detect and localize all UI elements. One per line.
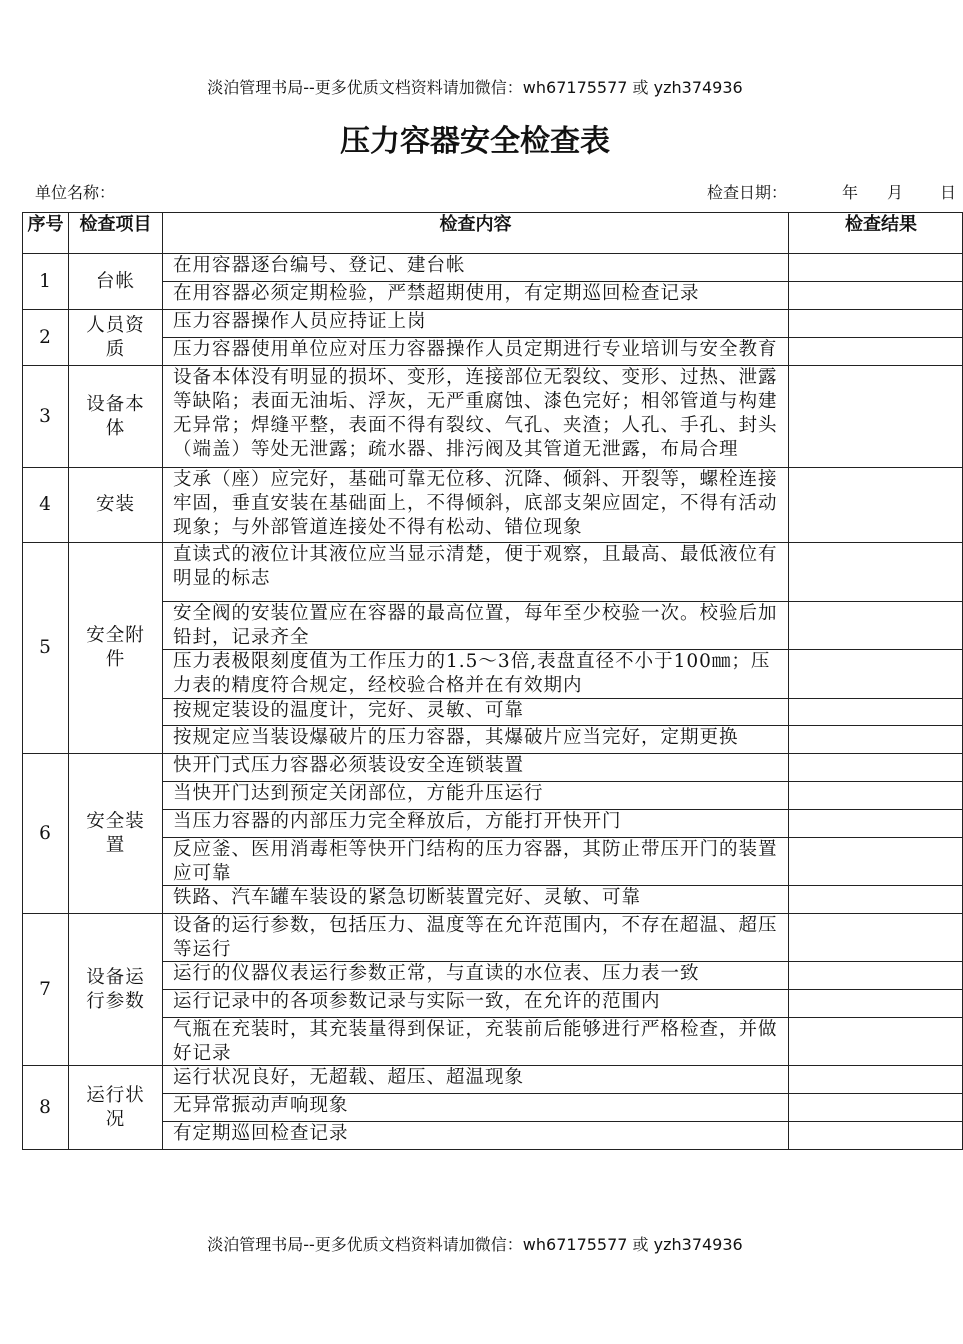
table-row	[23, 282, 963, 310]
check-content: 当压力容器的内部压力完全释放后，方能打开快开门	[173, 811, 622, 832]
check-content: 在用容器必须定期检验，严禁超期使用，有定期巡回检查记录	[173, 283, 700, 304]
seq-number: 1	[39, 270, 52, 292]
content-cell	[163, 338, 789, 366]
table-row	[23, 366, 963, 468]
unit-name-label: 单位名称：	[35, 183, 116, 202]
check-content: 支承（座）应完好，基础可靠无位移、沉降、倾斜、开裂等，螺栓连接牢固，垂直安装在基础面上，不得倾斜，底部支架应固定，不得有活动现象；与外部管道连接处不得有松动、错位现象	[173, 469, 778, 538]
table-row	[23, 914, 963, 962]
check-content: 设备本体没有明显的损坏、变形，连接部位无裂纹、变形、过热、泄露等缺陷；表面无油垢、浮灰，无严重腐蚀、漆色完好；相邻管道与构建无异常；焊缝平整，表面不得有裂纹、气孔、夹渣；人孔、手孔、封头（端盖）等处无泄露；疏水器、排污阀及其管道无泄露，布局合理	[173, 367, 778, 460]
result-cell[interactable]	[789, 1018, 963, 1066]
table-row	[23, 310, 963, 338]
seq-number: 7	[39, 978, 52, 1000]
check-item: 台帐	[95, 270, 135, 292]
seq-cell	[23, 468, 69, 543]
result-cell[interactable]	[789, 886, 963, 914]
watermark-header: 淡泊管理书局--更多优质文档资料请加微信：wh67175577 或 yzh374936	[207, 78, 743, 97]
content-cell	[163, 366, 789, 468]
check-content: 按规定装设的温度计，完好、灵敏、可靠	[173, 700, 525, 721]
content-cell	[163, 810, 789, 838]
table-row	[23, 1066, 963, 1094]
content-cell	[163, 254, 789, 282]
header-result: 检查结果	[789, 213, 963, 254]
check-content: 当快开门达到预定关闭部位，方能升压运行	[173, 783, 544, 804]
content-cell	[163, 838, 789, 886]
seq-cell	[23, 254, 69, 310]
table-row	[23, 990, 963, 1018]
result-cell[interactable]	[789, 254, 963, 282]
check-content: 无异常振动声响现象	[173, 1095, 349, 1116]
result-cell[interactable]	[789, 543, 963, 602]
table-row	[23, 338, 963, 366]
check-content: 设备的运行参数，包括压力、温度等在允许范围内，不存在超温、超压等运行	[173, 915, 778, 960]
seq-cell	[23, 754, 69, 914]
seq-cell	[23, 1066, 69, 1150]
table-row	[23, 602, 963, 650]
table-row	[23, 962, 963, 990]
check-item: 安全附件	[86, 625, 145, 670]
check-content: 运行记录中的各项参数记录与实际一致，在允许的范围内	[173, 991, 661, 1012]
header-seq: 序号	[23, 213, 69, 254]
seq-number: 2	[39, 326, 52, 348]
check-item: 安全装置	[86, 810, 145, 856]
seq-cell	[23, 310, 69, 366]
seq-number: 4	[39, 494, 52, 515]
date-day: 日	[940, 183, 957, 202]
content-cell	[163, 310, 789, 338]
content-cell	[163, 782, 789, 810]
check-item: 安装	[95, 494, 135, 515]
check-item: 运行状况	[86, 1084, 145, 1130]
check-content: 按规定应当装设爆破片的压力容器，其爆破片应当完好，定期更换	[173, 727, 739, 748]
check-content: 有定期巡回检查记录	[173, 1123, 349, 1144]
table-row	[23, 468, 963, 543]
table-row	[23, 754, 963, 782]
result-cell[interactable]	[789, 699, 963, 726]
result-cell[interactable]	[789, 726, 963, 754]
item-cell	[69, 914, 163, 1066]
result-cell[interactable]	[789, 914, 963, 962]
seq-cell	[23, 914, 69, 1066]
content-cell	[163, 1094, 789, 1122]
seq-cell	[23, 543, 69, 754]
result-cell[interactable]	[789, 650, 963, 699]
content-cell	[163, 282, 789, 310]
content-cell	[163, 886, 789, 914]
check-content: 压力容器使用单位应对压力容器操作人员定期进行专业培训与安全教育	[173, 339, 778, 360]
item-cell	[69, 1066, 163, 1150]
table-row	[23, 1018, 963, 1066]
check-item: 设备运行参数	[86, 966, 145, 1012]
check-content: 反应釜、医用消毒柜等快开门结构的压力容器，其防止带压开门的装置应可靠	[173, 839, 778, 884]
date-year: 年	[842, 183, 859, 202]
content-cell	[163, 962, 789, 990]
table-row	[23, 1094, 963, 1122]
result-cell[interactable]	[789, 338, 963, 366]
table-row	[23, 254, 963, 282]
check-item: 设备本体	[86, 393, 145, 439]
result-cell[interactable]	[789, 1122, 963, 1150]
check-content: 气瓶在充装时，其充装量得到保证，充装前后能够进行严格检查，并做好记录	[173, 1019, 778, 1064]
content-cell	[163, 754, 789, 782]
item-cell	[69, 543, 163, 754]
check-content: 运行状况良好，无超载、超压、超温现象	[173, 1067, 525, 1088]
header-item: 检查项目	[69, 213, 163, 254]
item-cell	[69, 310, 163, 366]
page-title: 压力容器安全检查表	[340, 124, 610, 159]
result-cell[interactable]	[789, 468, 963, 543]
result-cell[interactable]	[789, 602, 963, 650]
check-content: 直读式的液位计其液位应当显示清楚，便于观察，且最高、最低液位有明显的标志	[173, 544, 778, 589]
table-row	[23, 810, 963, 838]
table-row	[23, 543, 963, 602]
item-cell	[69, 366, 163, 468]
content-cell	[163, 1018, 789, 1066]
check-content: 压力表极限刻度值为工作压力的1.5～3倍,表盘直径不小于100㎜；压力表的精度符合规定，经校验合格并在有效期内	[173, 651, 771, 696]
result-cell[interactable]	[789, 810, 963, 838]
result-cell[interactable]	[789, 366, 963, 468]
table-row	[23, 782, 963, 810]
table-row	[23, 838, 963, 886]
check-date-label: 检查日期：	[707, 183, 788, 202]
item-cell	[69, 754, 163, 914]
check-content: 压力容器操作人员应持证上岗	[173, 311, 427, 332]
content-cell	[163, 650, 789, 699]
item-cell	[69, 468, 163, 543]
result-cell[interactable]	[789, 1066, 963, 1094]
content-cell	[163, 1122, 789, 1150]
table-row	[23, 650, 963, 699]
content-cell	[163, 990, 789, 1018]
seq-number: 3	[39, 405, 52, 427]
content-cell	[163, 699, 789, 726]
table-row	[23, 726, 963, 754]
result-cell[interactable]	[789, 754, 963, 782]
seq-cell	[23, 366, 69, 468]
table-row	[23, 699, 963, 726]
content-cell	[163, 914, 789, 962]
content-cell	[163, 543, 789, 602]
check-content: 铁路、汽车罐车装设的紧急切断装置完好、灵敏、可靠	[173, 887, 642, 908]
result-cell[interactable]	[789, 1094, 963, 1122]
result-cell[interactable]	[789, 962, 963, 990]
seq-number: 6	[39, 822, 52, 844]
result-cell[interactable]	[789, 782, 963, 810]
inspection-table	[22, 212, 963, 1150]
seq-number: 5	[39, 637, 52, 658]
watermark-footer: 淡泊管理书局--更多优质文档资料请加微信：wh67175577 或 yzh374936	[207, 1235, 743, 1254]
date-month: 月	[887, 183, 904, 202]
content-cell	[163, 726, 789, 754]
seq-number: 8	[39, 1096, 52, 1118]
content-cell	[163, 468, 789, 543]
result-cell[interactable]	[789, 838, 963, 886]
check-content: 运行的仪器仪表运行参数正常，与直读的水位表、压力表一致	[173, 963, 700, 984]
table-row	[23, 886, 963, 914]
result-cell[interactable]	[789, 282, 963, 310]
item-cell	[69, 254, 163, 310]
table-header-row	[23, 213, 963, 254]
check-content: 在用容器逐台编号、登记、建台帐	[173, 255, 466, 276]
table-row	[23, 1122, 963, 1150]
result-cell[interactable]	[789, 990, 963, 1018]
content-cell	[163, 1066, 789, 1094]
check-content: 快开门式压力容器必须装设安全连锁装置	[173, 755, 525, 776]
content-cell	[163, 602, 789, 650]
check-content: 安全阀的安装位置应在容器的最高位置，每年至少校验一次。校验后加铅封，记录齐全	[173, 603, 778, 648]
result-cell[interactable]	[789, 310, 963, 338]
header-content: 检查内容	[163, 213, 789, 254]
check-item: 人员资质	[86, 314, 145, 360]
